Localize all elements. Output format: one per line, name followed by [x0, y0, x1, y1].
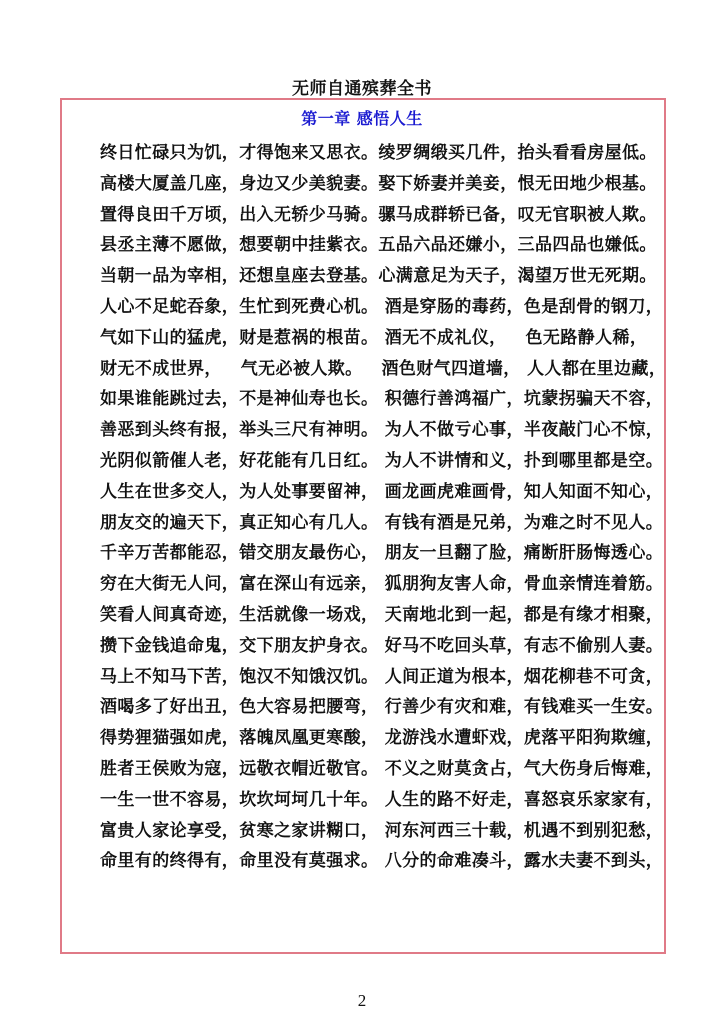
book-title: 无师自通殡葬全书	[292, 79, 432, 99]
verse-line: 得势狸猫强如虎，落魄凤凰更寒酸， 龙游浅水遭虾戏，虎落平阳狗欺缠，	[100, 728, 664, 749]
verse-line: 光阴似箭催人老，好花能有几日红。 为人不讲情和义，扑到哪里都是空。	[100, 450, 664, 471]
verse-line: 千辛万苦都能忍，错交朋友最伤心， 朋友一旦翻了脸，痛断肝肠悔透心。	[100, 543, 664, 564]
verse-line: 置得良田千万顷，出入无轿少马骑。骡马成群轿已备，叹无官职被人欺。	[100, 204, 657, 225]
verse-line: 攒下金钱追命鬼，交下朋友护身衣。 好马不吃回头草，有志不偷别人妻。	[100, 635, 664, 656]
verse-line: 如果谁能跳过去，不是神仙寿也长。 积德行善鸿福广，坑蒙拐骗天不容，	[100, 389, 664, 410]
verse-line: 县丞主薄不愿做，想要朝中挂紫衣。五品六品还嫌小，三品四品也嫌低。	[100, 235, 657, 256]
verse-line: 人心不足蛇吞象，生忙到死费心机。 酒是穿肠的毒药，色是刮骨的钢刀，	[100, 296, 664, 317]
verse-body	[100, 138, 667, 877]
verse-line: 财无不成世界， 气无必被人欺。 酒色财气四道墙， 人人都在里边藏，	[100, 358, 667, 379]
chapter-title: 第一章 感悟人生	[301, 109, 423, 128]
verse-line: 胜者王侯败为寇，远敬衣帽近敬官。 不义之财莫贪占，气大伤身后悔难，	[100, 758, 664, 779]
verse-line: 善恶到头终有报，举头三尺有神明。 为人不做亏心事，半夜敲门心不惊，	[100, 420, 664, 441]
verse-line: 终日忙碌只为饥，才得饱来又思衣。绫罗绸缎买几件，抬头看看房屋低。	[100, 143, 657, 163]
verse-line: 当朝一品为宰相，还想皇座去登基。心满意足为天子，渴望万世无死期。	[100, 266, 657, 287]
verse-line: 人生在世多交人，为人处事要留神， 画龙画虎难画骨，知人知面不知心，	[100, 481, 664, 502]
verse-line: 朋友交的遍天下，真正知心有几人。 有钱有酒是兄弟，为难之时不见人。	[100, 512, 664, 533]
page-number: 2	[357, 991, 367, 1010]
verse-line: 穷在大街无人问，富在深山有远亲， 狐朋狗友害人命，骨血亲情连着筋。	[100, 574, 664, 595]
verse-line: 一生一世不容易，坎坎坷坷几十年。 人生的路不好走，喜怒哀乐家家有，	[100, 789, 664, 810]
verse-line: 笑看人间真奇迹，生活就像一场戏， 天南地北到一起，都是有缘才相聚，	[100, 604, 664, 625]
verse-line: 命里有的终得有，命里没有莫强求。 八分的命难凑斗，露水夫妻不到头，	[100, 851, 664, 872]
verse-line: 气如下山的猛虎，财是惹祸的根苗。 酒无不成礼仪， 色无路静人稀，	[100, 327, 648, 348]
verse-line: 酒喝多了好出丑，色大容易把腰弯， 行善少有灾和难，有钱难买一生安。	[100, 697, 664, 718]
verse-line: 富贵人家论享受，贫寒之家讲糊口， 河东河西三十载，机遇不到别犯愁，	[100, 820, 664, 841]
verse-line: 马上不知马下苦，饱汉不知饿汉饥。 人间正道为根本，烟花柳巷不可贪，	[100, 666, 664, 687]
verse-line: 高楼大厦盖几座，身边又少美貌妻。娶下娇妻并美妾，恨无田地少根基。	[100, 173, 657, 194]
